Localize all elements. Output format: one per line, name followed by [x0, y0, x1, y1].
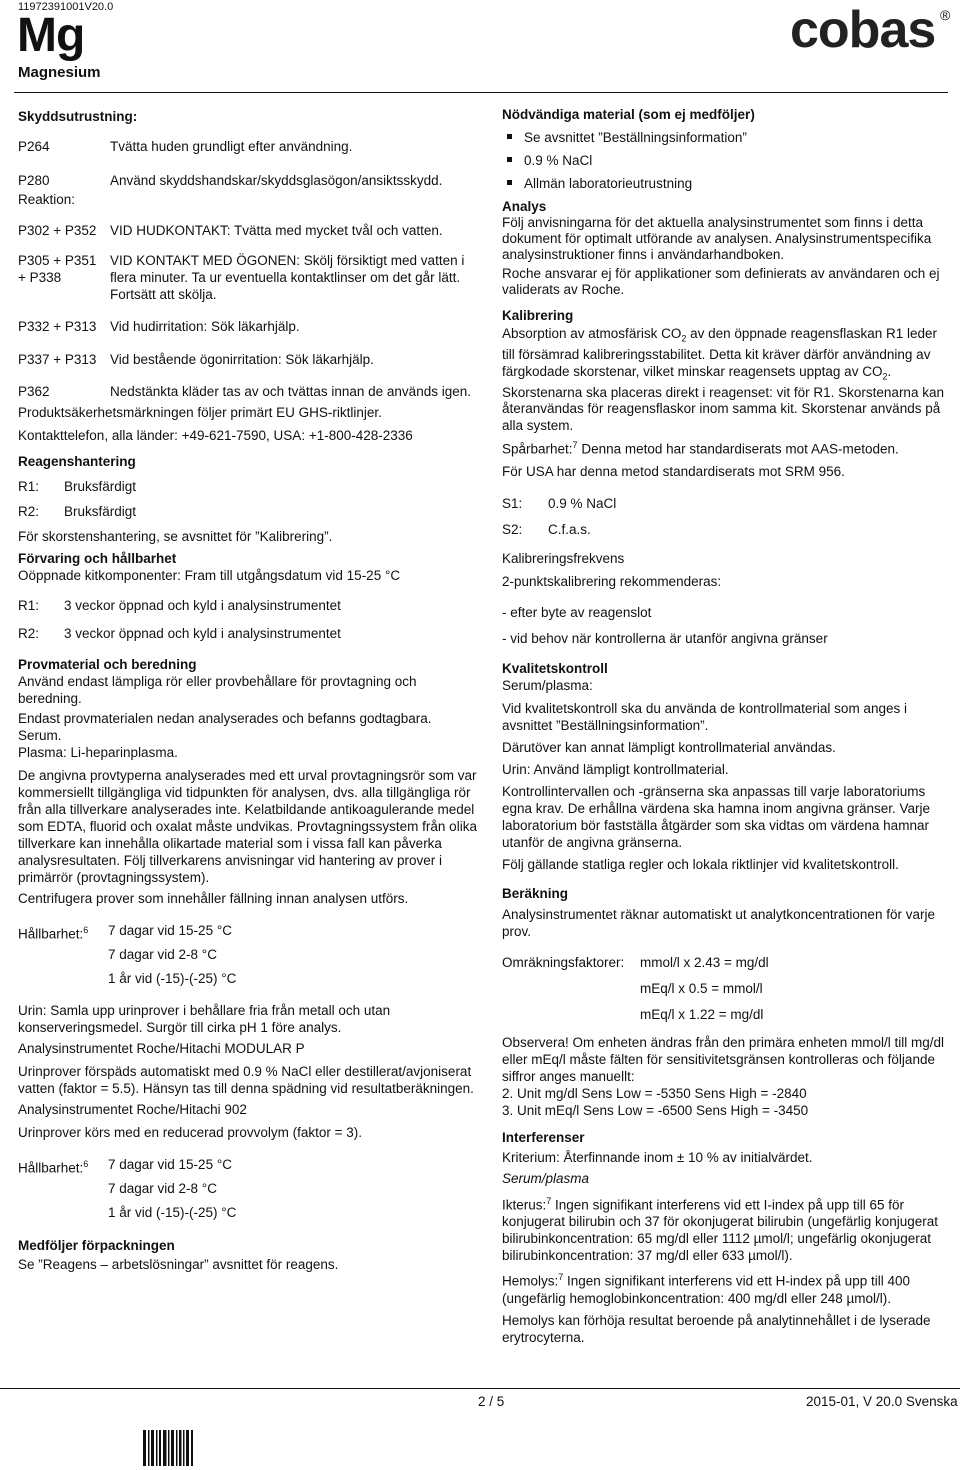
included-text: Se ”Reagens – arbetslösningar” avsnittet för reagens. — [18, 1257, 339, 1272]
as-needed: - vid behov när kontrollerna är utanför angivna gränser — [502, 630, 828, 646]
usa-text: För USA har denna metod standardiserats mot SRM 956. — [502, 463, 845, 479]
stability-line: 7 dagar vid 15‑25 °C — [108, 1157, 232, 1172]
statement-text: Vid hudirritation: Sök läkarhjälp. — [110, 319, 300, 334]
hemolysis-text: Hemolys:$^7$ Ingen signifikant interferens vid ett H-index på upp till 400 (ungefärlig hemoglobinkoncentration: 400 mg/dl eller 248 µmol/l). — [502, 1272, 910, 1306]
conversion-line: mEq/l x 1.22 = mg/dl — [640, 1006, 764, 1022]
assay-text-1: Följ anvisningarna för det aktuella analysinstrumentet som finns i detta dokument för optimalt utförande av analysen. Analysinstrumentspecifika analysinstruktioner finns i användarhandboken. — [502, 215, 932, 262]
qc-text-4: Kontrollintervallen och -gränserna ska anpassas till varje laboratoriums egna krav. De erhållna värdena ska hamna inom angivna gränser. Varje laboratorium bör fastställa åtgärder som ska vidtas om värdena hamnar utanför de angivna gränserna. — [502, 783, 930, 850]
qc-text-1: Vid kvalitetskontroll ska du använda de kontrollmaterial som anges i avsnittet ”Beställningsinformation”. — [502, 700, 907, 733]
stability-line: 1 år vid (‑15)‑(‑25) °C — [108, 1205, 237, 1220]
statement-p302 — [18, 222, 480, 239]
unit-note-meql: 3. Unit mEq/l Sens Low = ‑6500 Sens High = ‑3450 — [502, 1102, 809, 1118]
specimen-text-6: Centrifugera prover som innehåller fällning innan analysen utförs. — [18, 891, 409, 906]
statement-text: VID KONTAKT MED ÖGONEN: Skölj försiktigt med vatten i flera minuter. Ta ur eventuella kontaktlinser om det går lätt. Fortsätt att skölja. — [110, 253, 465, 302]
statement-code: P302 + P352 — [18, 223, 97, 238]
conversion-values — [640, 954, 769, 1023]
materials-list — [502, 129, 948, 192]
interference-subheading: Serum/plasma — [502, 1170, 590, 1186]
stability-urine — [18, 1156, 480, 1221]
reagent-r2 — [18, 503, 480, 520]
page-number: 2 / 5 — [478, 1394, 505, 1409]
list-item: Se avsnittet ”Beställningsinformation” — [502, 129, 948, 146]
interference-heading: Interferenser — [502, 1129, 585, 1145]
urine-text-2: Analysinstrumentet Roche/Hitachi MODULAR P — [18, 1041, 305, 1056]
specimen-text-1: Använd endast lämpliga rör eller provbehållare för provtagning och beredning. — [18, 674, 417, 706]
cobas-logo — [790, 1, 956, 62]
specimen-text-3: Serum. — [18, 728, 62, 743]
statement-code: P280 — [18, 173, 50, 188]
stability-values — [108, 1156, 236, 1221]
statement-p337 — [18, 351, 480, 368]
barcode-icon — [143, 1430, 195, 1466]
assay-heading: Analys — [502, 199, 547, 214]
qc-subheading: Serum/plasma: — [502, 677, 593, 693]
traceability-text: Spårbarhet:$^7$ Denna metod har standardiserats mot AAS-metoden. — [502, 440, 899, 457]
unit-note-mgdl: 2. Unit mg/dl Sens Low = ‑5350 Sens High = ‑2840 — [502, 1085, 807, 1101]
specimen-heading: Provmaterial och beredning — [18, 657, 197, 672]
statement-code: P332 + P313 — [18, 319, 97, 334]
reaction-heading: Reaktion: — [18, 192, 76, 207]
calibration-heading: Kalibrering — [502, 308, 574, 323]
stability-label: Hållbarhet:$^6$ — [18, 925, 89, 942]
statement-p264 — [18, 138, 480, 155]
reagent-label: R2: — [18, 504, 40, 519]
document-id: 11972391001V20.0 — [18, 1, 114, 13]
calibrator-label: S1: — [502, 495, 523, 511]
qc-text-3: Urin: Använd lämpligt kontrollmaterial. — [502, 761, 729, 777]
unit-note: Observera! Om enheten ändras från den primära enheten mmol/l till mg/dl eller mEq/l måste fälten för sensitivitetsgränsen kontrolleras och följande siffror anges manuellt: — [502, 1034, 944, 1084]
specimen-text-5: De angivna provtyperna analyserades med ett urval provtagningsrör som var kommersiellt tillgängliga vid tidpunkten för analysen, dvs. alla tillgängliga rör från alla tillverkare analyserades inte. Kelatbildande antikoagulerande medel som EDTA, fluorid och oxalat måste undvikas. Provtagningssystem från olika tillverkare kan innehålla olikartade material som i vissa fall kan påverka analysresultaten. Följ tillverkarens anvisningar vid hantering av prover i primärrör (provtagningssystem). — [18, 768, 477, 885]
safety-heading: Skyddsutrustning: — [18, 109, 138, 124]
qc-heading: Kvalitetskontroll — [502, 660, 608, 676]
calibrator-s1 — [502, 495, 948, 512]
statement-text: VID HUDKONTAKT: Tvätta med mycket tvål och vatten. — [110, 223, 443, 238]
statement-code: P337 + P313 — [18, 352, 97, 367]
stability-line: 7 dagar vid 2‑8 °C — [108, 1181, 217, 1196]
qc-text-2: Därutöver kan annat lämpligt kontrollmaterial användas. — [502, 739, 836, 755]
stability-serum — [18, 922, 480, 987]
brand-wordmark: cobas — [790, 1, 936, 59]
included-heading: Medföljer förpackningen — [18, 1238, 175, 1253]
conversion-line: mmol/l x 2.43 = mg/dl — [640, 954, 769, 970]
calibration-text: Absorption av atmosfärisk $CO_2$ av den öppnade reagensflaskan R1 leder till försämrad kalibreringsstabilitet. Detta kit kräver därför användning av färgkodade skorstenar, vilket minskar reagensets upptag av $CO_2$. Skorstenarna ska placeras direkt i reagenset: vit för R1. Skorstenarna kan återanvändas för reagensflaskor inom samma kit. Skorstenar används på alla system. — [502, 326, 944, 433]
calculation-heading: Beräkning — [502, 885, 569, 901]
assay-text-2: Roche ansvarar ej för applikationer som definierats av användaren och ej validerats av Roche. — [502, 266, 940, 297]
conversion-line: mEq/l x 0.5 = mmol/l — [640, 980, 763, 996]
specimen-text-4: Plasma: Li-heparinplasma. — [18, 745, 178, 760]
calibrator-value: C.f.a.s. — [548, 521, 591, 537]
icterus-text: Ikterus:$^7$ Ingen signifikant interferens vid ett I-index på upp till 65 för konjugerat bilirubin och 37 för okonjugerat bilirubin (ungefärlig konjugerat bilirubinkoncentration: 65 mg/dl eller 1112 µmol/l; ungefärlig okonjugerat bilirubinkoncentration: 37 mg/dl eller 633 µmol/l). — [502, 1195, 939, 1264]
statement-p362 — [18, 383, 480, 400]
stability-line: 7 dagar vid 15‑25 °C — [108, 923, 232, 938]
storage-value: 3 veckor öppnad och kyld i analysinstrumentet — [64, 598, 341, 613]
reagent-label: R1: — [18, 479, 40, 494]
statement-code: P264 — [18, 139, 50, 154]
analyte-symbol: Mg — [17, 9, 85, 62]
interference-criterion: Kriterium: Återfinnande inom ± 10 % av initialvärdet. — [502, 1149, 813, 1165]
stability-line: 7 dagar vid 2‑8 °C — [108, 947, 217, 962]
storage-text: Oöppnade kitkomponenter: Fram till utgångsdatum vid 15‑25 °C — [18, 568, 401, 583]
contact-phone: Kontakttelefon, alla länder: +49-621-7590, USA: +1-800-428-2336 — [18, 428, 413, 443]
statement-code: P362 — [18, 384, 50, 399]
list-item: 0.9 % NaCl — [502, 152, 948, 169]
two-point-text: 2-punktskalibrering rekommenderas: — [502, 573, 722, 589]
specimen-text-2: Endast provmaterialen nedan analyserades och befanns godtagbara. — [18, 711, 432, 726]
calibration-frequency: Kalibreringsfrekvens — [502, 550, 625, 566]
storage-r1 — [18, 597, 480, 614]
statement-p280 — [18, 172, 480, 189]
calibrator-s2 — [502, 521, 948, 538]
statement-text: Vid bestående ögonirritation: Sök läkarhjälp. — [110, 352, 374, 367]
calculation-text: Analysinstrumentet räknar automatiskt ut analytkoncentrationen för varje prov. — [502, 906, 935, 939]
conversion-label: Omräkningsfaktorer: — [502, 954, 625, 970]
urine-text-4: Analysinstrumentet Roche/Hitachi 902 — [18, 1102, 247, 1117]
registered-mark: ® — [940, 7, 951, 23]
calibrator-value: 0.9 % NaCl — [548, 495, 617, 511]
ghs-note: Produktsäkerhetsmärkningen följer primärt EU GHS-riktlinjer. — [18, 405, 382, 420]
reagent-label: R2: — [18, 626, 40, 641]
hemolysis-note: Hemolys kan förhöja resultat beroende på analytinnehållet i de lyserade erytrocyterna. — [502, 1312, 931, 1345]
analyte-name: Magnesium — [18, 64, 101, 81]
urine-text-3: Urinprover förspäds automatiskt med 0.9 % NaCl eller destillerat/avjoniserat vatten (faktor = 5.5). Hänsyn tas till denna spädning vid resultatberäkningen. — [18, 1064, 474, 1096]
qc-text-5: Följ gällande statliga regler och lokala riktlinjer vid kvalitetskontroll. — [502, 856, 899, 872]
left-column — [18, 98, 480, 1273]
materials-heading: Nödvändiga material (som ej medföljer) — [502, 107, 755, 122]
urine-text-5: Urinprover körs med en reducerad provvolym (faktor = 3). — [18, 1125, 363, 1140]
storage-r2 — [18, 625, 480, 642]
after-lot-change: - efter byte av reagenslot — [502, 604, 652, 620]
conversion-factors — [502, 954, 948, 1023]
stability-label: Hållbarhet:$^6$ — [18, 1159, 89, 1176]
statement-text: Nedstänkta kläder tas av och tvättas innan de används igen. — [110, 384, 471, 399]
statement-text: Använd skyddshandskar/skyddsglasögon/ansiktsskydd. — [110, 173, 443, 188]
storage-heading: Förvaring och hållbarhet — [18, 551, 177, 566]
statement-code: P305 + P351 + P338 — [18, 253, 97, 285]
stability-values — [108, 922, 236, 987]
storage-value: 3 veckor öppnad och kyld i analysinstrumentet — [64, 626, 341, 641]
reagent-handling-heading: Reagenshantering — [18, 454, 136, 469]
footer-divider — [0, 1388, 960, 1389]
calibrator-label: S2: — [502, 521, 523, 537]
reagent-r1 — [18, 478, 480, 495]
edition-info: 2015-01, V 20.0 Svenska — [806, 1394, 958, 1409]
urine-text-1: Urin: Samla upp urinprover i behållare fria från metall och utan konserveringsmedel. Surgör till cirka pH 1 före analys. — [18, 1003, 391, 1035]
statement-p305 — [18, 252, 480, 303]
reagent-value: Bruksfärdigt — [64, 504, 137, 519]
statement-p332 — [18, 318, 480, 335]
reagent-value: Bruksfärdigt — [64, 479, 137, 494]
list-item: Allmän laboratorieutrustning — [502, 175, 948, 192]
right-column — [502, 98, 948, 1346]
stack-note: För skorstenshantering, se avsnittet för ”Kalibrering”. — [18, 529, 333, 544]
header-divider — [14, 92, 948, 93]
statement-text: Tvätta huden grundligt efter användning. — [110, 139, 353, 154]
reagent-label: R1: — [18, 598, 40, 613]
stability-line: 1 år vid (‑15)‑(‑25) °C — [108, 971, 237, 986]
